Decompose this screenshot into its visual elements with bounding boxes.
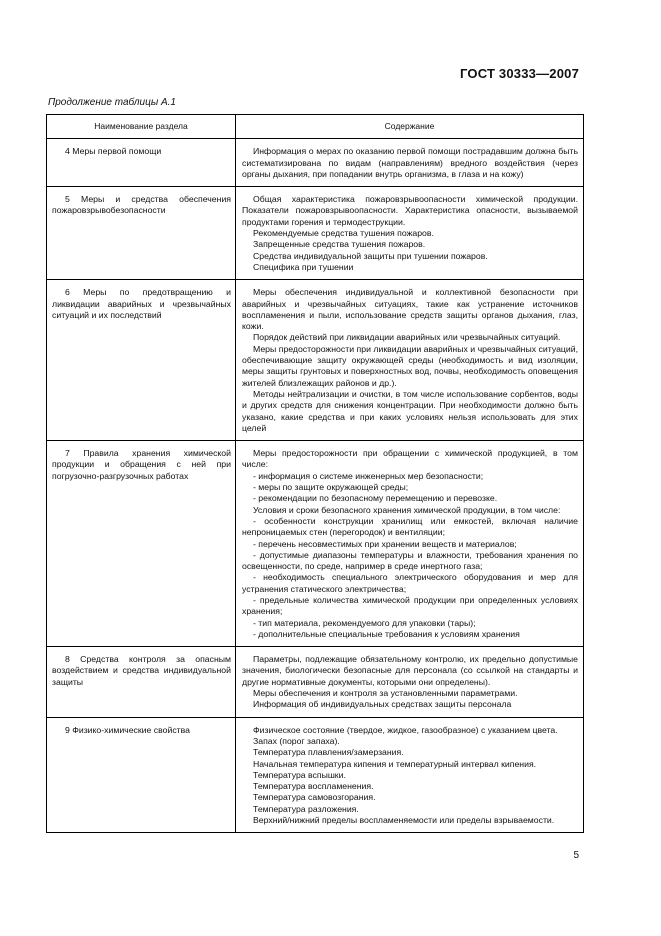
section-name-cell — [47, 187, 236, 280]
content-list-item: - дополнительные специальные требования к условиям хранения — [253, 628, 520, 639]
table-header-row — [47, 115, 584, 139]
content-paragraph: Меры предосторожности при ликвидации аварийных и чрезвычайных ситуаций, обеспечивающие защиту окружающей среды (необходимость и вид изоляции, меры защиты грунтовых и поверхностных вод, почвы, необходимость оповещения жителей близлежащих районов и др.). — [242, 343, 578, 388]
content-list-item: - меры по защите окружающей среды; — [253, 482, 409, 493]
section-name: 5 Меры и средства обеспечения пожаровзрывобезопасности — [52, 194, 231, 216]
content-list-item: - особенности конструкции хранилищ или емкостей, включая наличие непроницаемых стен (перегородок) и вентиляции; — [242, 515, 578, 538]
content-list-item: - предельные количества химической продукции при определенных условиях хранения; — [242, 594, 578, 617]
content-paragraph: Температура вспышки. — [253, 769, 346, 780]
content-paragraph: Запрещенные средства тушения пожаров. — [253, 239, 426, 250]
content-list-item: - информация о системе инженерных мер безопасности; — [253, 470, 484, 481]
section-name: 4 Меры первой помощи — [65, 146, 162, 157]
content-paragraph: Специфика при тушении — [253, 261, 354, 272]
content-paragraph: Меры обеспечения и контроля за установленными параметрами. — [253, 688, 518, 699]
column-header-content: Содержание — [236, 115, 584, 139]
content-paragraph: Физическое состояние (твердое, жидкое, газообразное) с указанием цвета. — [253, 724, 558, 735]
table-row — [47, 717, 584, 833]
content-paragraph: Температура плавления/замерзания. — [253, 747, 404, 758]
content-list-item: - перечень несовместимых при хранении веществ и материалов; — [253, 538, 517, 549]
section-content-cell — [236, 187, 584, 280]
document-code: ГОСТ 30333—2007 — [460, 66, 579, 81]
content-list-item: - тип материала, рекомендуемого для упаковки (тары); — [253, 617, 476, 628]
content-paragraph: Температура разложения. — [253, 803, 359, 814]
content-paragraph: Рекомендуемые средства тушения пожаров. — [253, 228, 434, 239]
content-paragraph: Меры обеспечения индивидуальной и коллективной безопасности при аварийных и чрезвычайных ситуациях, такие как устранение источников воспламенения и пыли, использование средств защиты органов дыхания, глаз, кожи. — [242, 287, 578, 332]
table-row — [47, 187, 584, 280]
table-row — [47, 139, 584, 187]
content-paragraph: Информация о мерах по оказанию первой помощи пострадавшим должна быть систематизирована по видам (направлениям) вредного воздействия (через органы дыхания, при попадании внутрь организма, в глаза и на кожу) — [242, 146, 578, 179]
content-list-item: - допустимые диапазоны температуры и влажности, требования хранения по освещенности, по среде, например в среде инертного газа; — [242, 549, 578, 572]
content-paragraph: Запах (порог запаха). — [253, 735, 340, 746]
section-name: 9 Физико-химические свойства — [65, 724, 191, 735]
content-list-item: - необходимость специального электрического оборудования и мер для устранения статического электричества; — [242, 572, 578, 594]
content-paragraph: Параметры, подлежащие обязательному контролю, их предельно допустимые значения, биологически безопасные для персонала (со ссылкой на стандарты и другие нормативные документы, которыми они определены). — [242, 654, 578, 687]
table-caption: Продолжение таблицы А.1 — [48, 97, 176, 108]
content-paragraph: Порядок действий при ликвидации аварийных или чрезвычайных ситуаций. — [253, 332, 561, 343]
content-paragraph: Информация об индивидуальных средствах защиты персонала — [253, 699, 512, 710]
section-name-cell — [47, 647, 236, 717]
section-content-cell — [236, 139, 584, 187]
content-paragraph: Температура воспламенения. — [253, 781, 374, 792]
section-name-cell — [47, 280, 236, 441]
section-name: 6 Меры по предотвращению и ликвидации аварийных и чрезвычайных ситуаций и их последствий — [52, 287, 231, 320]
section-name-cell — [47, 441, 236, 647]
section-name: 8 Средства контроля за опасным воздействием и средства индивидуальной защиты — [52, 654, 231, 687]
section-name-cell — [47, 717, 236, 833]
content-paragraph: Средства индивидуальной защиты при тушении пожаров. — [253, 250, 488, 261]
content-paragraph: Верхний/нижний пределы воспламеняемости или пределы взрываемости. — [253, 815, 555, 826]
table-row — [47, 280, 584, 441]
section-content-cell — [236, 717, 584, 833]
section-content-cell — [236, 441, 584, 647]
content-paragraph: Общая характеристика пожаровзрывоопасности химической продукции. Показатели пожаровзрывоопасности. Характеристика опасности, вызываемой продуктами горения и термодеструкции. — [242, 194, 578, 227]
content-paragraph: Начальная температура кипения и температурный интервал кипения. — [253, 758, 537, 769]
section-content-cell — [236, 647, 584, 717]
page-number: 5 — [573, 850, 579, 861]
content-paragraph: Методы нейтрализации и очистки, в том числе использование сорбентов, воды и других средств для снижения концентрации. При необходимости должно быть указано, какие средства и при каких условиях нельзя использовать для этих целей — [242, 388, 578, 433]
table-row — [47, 441, 584, 647]
section-name: 7 Правила хранения химической продукции и обращения с ней при погрузочно-разгрузочных работах — [52, 448, 231, 481]
content-list-item: - рекомендации по безопасному перемещению и перевозке. — [253, 493, 498, 504]
table-row — [47, 647, 584, 717]
section-name-cell — [47, 139, 236, 187]
sections-table — [46, 114, 584, 833]
section-content-cell — [236, 280, 584, 441]
content-paragraph: Меры предосторожности при обращении с химической продукцией, в том числе: — [242, 448, 578, 470]
content-paragraph: Условия и сроки безопасного хранения химической продукции, в том числе: — [253, 504, 561, 515]
column-header-section-name: Наименование раздела — [47, 115, 236, 139]
content-paragraph: Температура самовозгорания. — [253, 792, 376, 803]
